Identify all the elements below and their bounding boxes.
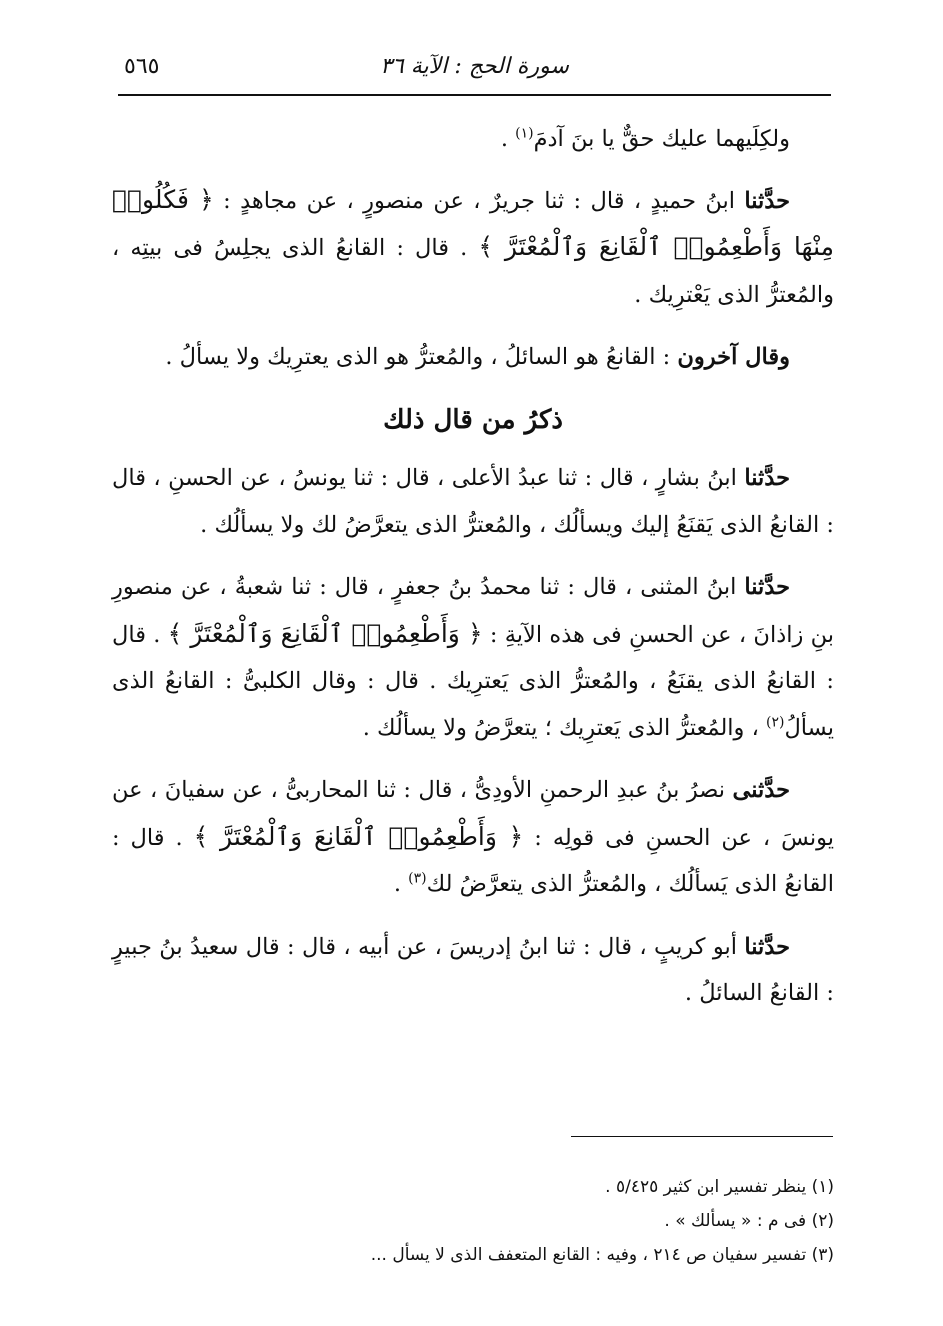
paragraph-lead: حدَّثنا [744, 187, 790, 214]
paragraph-text: ابنُ حميدٍ ، قال : ثنا جريرٌ ، عن منصورٍ ، عن مجاهدٍ : [213, 187, 745, 214]
page-number: ٥٦٥ [124, 54, 160, 79]
paragraph-text: ابنُ المثنى ، قال : ثنا محمدُ بنُ جعفرٍ ، قال : ثنا شعبةُ ، عن منصورِ بنِ زاذانَ ، عن الحسنِ فى هذه الآيةِ : [112, 574, 834, 648]
paragraph-text: ابنُ بشارٍ ، قال : ثنا عبدُ الأعلى ، قال : ثنا يونسُ ، عن الحسنِ ، قال : القانعُ الذى يَقنَعُ إليك ويسألُك ، والمُعترُّ الذى يتعرَّضُ لك ولا يسألُك . [112, 465, 834, 538]
paragraph-lead: حدَّثنا [744, 465, 790, 491]
paragraph-lead: حدَّثنا [744, 933, 790, 960]
paragraph-tail: . [393, 871, 409, 897]
paragraph-lead: حدَّثنا [744, 574, 790, 600]
footnote-item: (٣) تفسير سفيان ص ٢١٤ ، وفيه : القانع المتعفف الذى لا يسأل ... [370, 1245, 834, 1265]
footnotes [112, 1170, 834, 1272]
paragraph-text-after: . قال : القانعُ الذى يَسألُك ، والمُعترُّ الذى يتعرَّضُ لك [112, 824, 834, 897]
section-heading: ذكرُ من قال ذلك [383, 404, 563, 435]
footnote-divider [571, 1136, 833, 1137]
footnote-ref[interactable]: (١) [515, 125, 534, 142]
paragraph [112, 767, 834, 908]
running-title: سورة الحج : الآية ٣٦ [380, 54, 569, 79]
paragraph-lead: حدَّثنى [732, 777, 790, 803]
paragraph-text: أبو كريبٍ ، قال : ثنا ابنُ إدريسَ ، عن أبيه ، قال : قال سعيدُ بنُ جبيرٍ : القانعُ السائلُ . [112, 933, 834, 1006]
paragraph-text: : القانعُ هو السائلُ ، والمُعترُّ هو الذى يعترِيك ولا يسألُ . [165, 344, 678, 370]
paragraph [112, 564, 834, 751]
paragraph [112, 177, 834, 319]
paragraph [112, 455, 834, 548]
quran-quote: ﴿ وَأَطْعِمُوا۟ ٱلْقَانِعَ وَٱلْمُعْتَرَّ ﴾ [167, 618, 483, 648]
paragraph-tail: ، والمُعترُّ الذى يَعترِيك ؛ يتعرَّضُ ولا يسألُك . [362, 714, 766, 741]
paragraph-tail: . [500, 126, 516, 152]
paragraph-text-after: . قال : القانعُ الذى يقنَعُ ، والمُعترُّ الذى يَعترِيك . قال : وقال الكلبىُّ : القانعُ الذى يسألُ [112, 621, 834, 741]
quran-quote: ﴿ وَأَطْعِمُوا۟ ٱلْقَانِعَ وَٱلْمُعْتَرَّ ﴾ [193, 821, 524, 851]
footnote-item: (١) ينظر تفسير ابن كثير ٥/٤٢٥ . [605, 1177, 834, 1197]
paragraph-lead: وقال آخرون [677, 344, 790, 370]
paragraph-text-after: . قال : القانعُ الذى يجلِسُ فى بيتِه ، والمُعترُّ الذى يَعْترِيك . [112, 235, 834, 308]
paragraph-text: نصرُ بنُ عبدِ الرحمنِ الأودِىُّ ، قال : ثنا المحاربىُّ ، عن سفيانَ ، عن يونسَ ، عن الحسنِ فى قولِه : [112, 777, 834, 851]
footnote-ref[interactable]: (٣) [408, 870, 427, 887]
paragraph [112, 116, 834, 163]
quran-quote: ﴿ فَكُلُوا۟ مِنْهَا وَأَطْعِمُوا۟ ٱلْقَانِعَ وَٱلْمُعْتَرَّ ﴾ [112, 184, 834, 261]
main-text [112, 116, 834, 1033]
paragraph [112, 334, 834, 381]
paragraph-text: ولكِلَيهما عليك حقٌّ يا بنَ آدمَ [533, 126, 790, 152]
page-header [118, 44, 831, 96]
paragraph [112, 924, 834, 1017]
footnote-ref[interactable]: (٢) [765, 714, 785, 730]
footnote-item: (٢) فى م : « يسألك » . [664, 1211, 834, 1231]
